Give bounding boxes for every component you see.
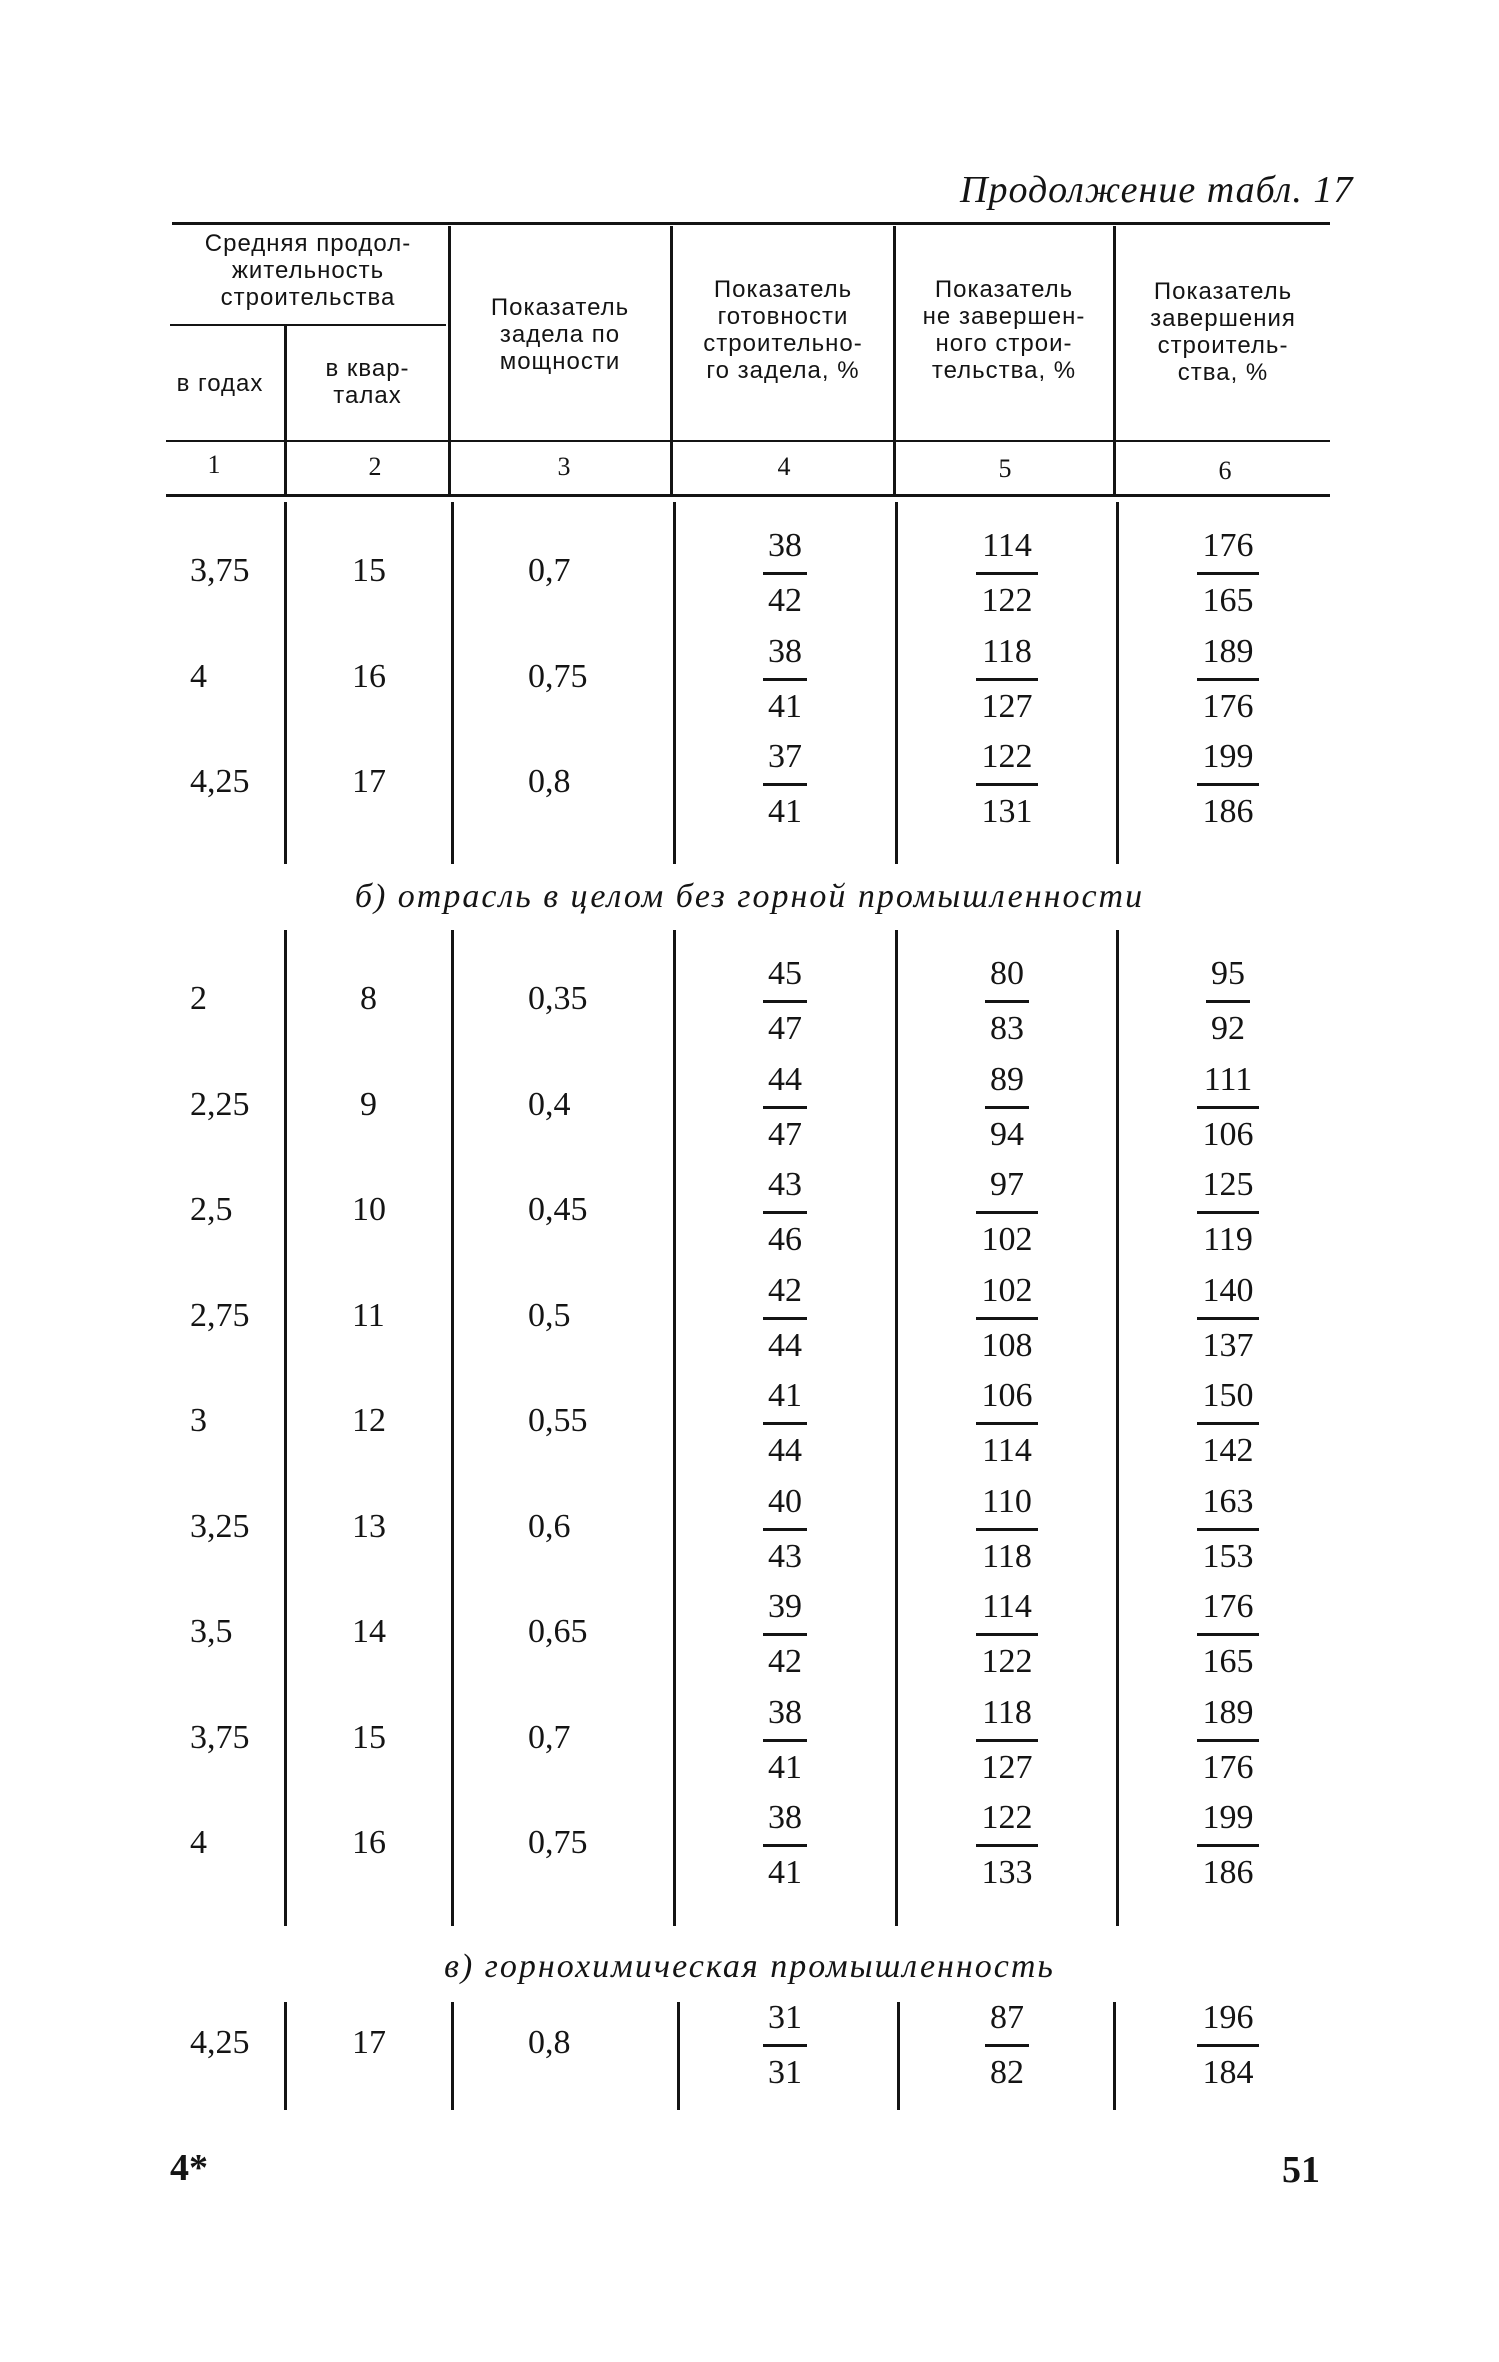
cell-capacity-index: 0,35 bbox=[528, 980, 588, 1017]
numerator: 189 bbox=[1202, 632, 1254, 670]
cell-capacity-index: 0,75 bbox=[528, 657, 588, 695]
column-number: 4 bbox=[777, 452, 791, 481]
cell-quarters: 13 bbox=[352, 1507, 386, 1545]
fraction-bar bbox=[1197, 1106, 1259, 1109]
cell-unfinished bbox=[957, 1994, 1057, 2097]
fraction-bar bbox=[976, 1211, 1038, 1214]
denominator: 108 bbox=[981, 1326, 1033, 1364]
header-vline-3 bbox=[670, 226, 673, 494]
fraction-bar bbox=[763, 1844, 807, 1847]
cell-capacity-index: 0,45 bbox=[528, 1191, 588, 1228]
cell-quarters: 16 bbox=[352, 1824, 386, 1861]
denominator: 118 bbox=[982, 1537, 1032, 1575]
denominator: 165 bbox=[1202, 1643, 1254, 1680]
numerator: 114 bbox=[982, 1588, 1032, 1625]
cell-years: 2,75 bbox=[190, 1296, 250, 1334]
cell-capacity-index: 0,6 bbox=[528, 1507, 571, 1545]
denominator: 122 bbox=[981, 1643, 1033, 1680]
cell-quarters: 10 bbox=[352, 1191, 386, 1228]
cell-completion bbox=[1178, 628, 1278, 731]
fraction-bar bbox=[976, 572, 1038, 575]
header-col2-label: в квар- талах bbox=[325, 355, 410, 409]
denominator: 186 bbox=[1202, 1854, 1254, 1891]
cell-quarters: 8 bbox=[360, 980, 377, 1017]
cell-capacity-index: 0,8 bbox=[528, 763, 571, 800]
numerator: 37 bbox=[768, 738, 802, 775]
denominator: 153 bbox=[1202, 1537, 1254, 1575]
cell-completion bbox=[1178, 522, 1278, 625]
cell-quarters: 16 bbox=[352, 657, 386, 695]
numerator: 199 bbox=[1202, 1799, 1254, 1836]
numerator: 150 bbox=[1202, 1377, 1254, 1414]
numerator: 125 bbox=[1202, 1166, 1254, 1203]
denominator: 133 bbox=[981, 1854, 1033, 1891]
fraction-bar bbox=[1206, 1000, 1250, 1003]
numerator: 196 bbox=[1202, 1999, 1254, 2036]
denominator: 42 bbox=[768, 1643, 802, 1680]
cell-years: 4 bbox=[190, 1824, 207, 1861]
body-vline bbox=[897, 2002, 900, 2110]
cell-completion bbox=[1178, 1994, 1278, 2097]
header-col6-label: Показатель завершения строитель- ства, % bbox=[1150, 278, 1296, 386]
denominator: 92 bbox=[1211, 1010, 1245, 1047]
numerator: 189 bbox=[1202, 1693, 1254, 1731]
fraction-bar bbox=[976, 783, 1038, 786]
denominator: 137 bbox=[1202, 1326, 1254, 1364]
denominator: 42 bbox=[768, 582, 802, 619]
fraction-bar bbox=[763, 1211, 807, 1214]
denominator: 82 bbox=[990, 2054, 1024, 2091]
cell-readiness bbox=[735, 733, 835, 836]
cell-unfinished bbox=[957, 1161, 1057, 1264]
fraction-bar bbox=[1197, 1528, 1259, 1531]
denominator: 119 bbox=[1203, 1221, 1253, 1258]
fraction-bar bbox=[976, 1739, 1038, 1742]
group-underline-rule bbox=[170, 324, 446, 326]
denominator: 31 bbox=[768, 2054, 802, 2091]
cell-completion bbox=[1178, 950, 1278, 1053]
cell-years: 3,75 bbox=[190, 1718, 250, 1756]
cell-capacity-index: 0,7 bbox=[528, 1718, 571, 1756]
header-top-rule bbox=[172, 222, 1330, 225]
body-vline bbox=[284, 930, 287, 1926]
fraction-bar bbox=[763, 678, 807, 681]
cell-years: 2,5 bbox=[190, 1191, 233, 1228]
numerator: 39 bbox=[768, 1588, 802, 1625]
denominator: 165 bbox=[1202, 582, 1254, 619]
column-number: 1 bbox=[207, 450, 221, 479]
cell-years: 3,75 bbox=[190, 552, 250, 589]
denominator: 102 bbox=[981, 1221, 1033, 1258]
cell-completion bbox=[1178, 1056, 1278, 1159]
denominator: 41 bbox=[768, 793, 802, 830]
numerator: 199 bbox=[1202, 738, 1254, 775]
numerator: 38 bbox=[768, 1693, 802, 1731]
section-title-c: в) горнохимическая промышленность bbox=[444, 1948, 1055, 1985]
numerator: 114 bbox=[982, 527, 1032, 564]
fraction-bar bbox=[1197, 1633, 1259, 1636]
cell-completion bbox=[1178, 1267, 1278, 1370]
cell-capacity-index: 0,8 bbox=[528, 2024, 571, 2061]
header-bottom-rule bbox=[166, 440, 1330, 442]
cell-quarters: 17 bbox=[352, 763, 386, 800]
cell-years: 3,25 bbox=[190, 1507, 250, 1545]
header-col3-label: Показатель задела по мощности bbox=[490, 294, 630, 375]
cell-unfinished bbox=[957, 1372, 1057, 1475]
cell-unfinished bbox=[957, 733, 1057, 836]
numerator: 106 bbox=[981, 1377, 1033, 1414]
numerator: 89 bbox=[990, 1060, 1024, 1098]
cell-completion bbox=[1178, 1794, 1278, 1897]
numerator: 38 bbox=[768, 632, 802, 670]
numerator: 102 bbox=[981, 1271, 1033, 1309]
cell-unfinished bbox=[957, 1794, 1057, 1897]
fraction-bar bbox=[763, 783, 807, 786]
fraction-bar bbox=[1197, 1422, 1259, 1425]
body-vline bbox=[673, 502, 676, 864]
cell-readiness bbox=[735, 950, 835, 1053]
denominator: 41 bbox=[768, 687, 802, 725]
cell-years: 4 bbox=[190, 657, 207, 695]
cell-years: 3 bbox=[190, 1402, 207, 1439]
cell-readiness bbox=[735, 1794, 835, 1897]
body-vline bbox=[284, 502, 287, 864]
numerator: 80 bbox=[990, 955, 1024, 992]
cell-years: 2 bbox=[190, 980, 207, 1017]
header-vline-2 bbox=[448, 226, 451, 494]
cell-unfinished bbox=[957, 522, 1057, 625]
fraction-bar bbox=[976, 678, 1038, 681]
cell-quarters: 15 bbox=[352, 1718, 386, 1756]
header-col5-label: Показатель не завершен- ного строи- тельства, % bbox=[922, 276, 1086, 384]
fraction-bar bbox=[763, 1422, 807, 1425]
body-vline bbox=[1113, 2002, 1116, 2110]
numerator: 95 bbox=[1211, 955, 1245, 992]
cell-capacity-index: 0,7 bbox=[528, 552, 571, 589]
numerator: 118 bbox=[982, 1693, 1032, 1731]
cell-quarters: 12 bbox=[352, 1402, 386, 1439]
fraction-bar bbox=[1197, 1844, 1259, 1847]
cell-quarters: 17 bbox=[352, 2024, 386, 2061]
numerator: 38 bbox=[768, 527, 802, 564]
cell-unfinished bbox=[957, 1689, 1057, 1792]
cell-readiness bbox=[735, 1372, 835, 1475]
fraction-bar bbox=[1197, 1317, 1259, 1320]
cell-years: 3,5 bbox=[190, 1613, 233, 1650]
numerator: 97 bbox=[990, 1166, 1024, 1203]
numerator: 118 bbox=[982, 632, 1032, 670]
cell-years: 4,25 bbox=[190, 2024, 250, 2061]
body-vline bbox=[673, 930, 676, 1926]
numerator: 43 bbox=[768, 1166, 802, 1203]
body-vline bbox=[284, 2002, 287, 2110]
body-vline bbox=[1116, 502, 1119, 864]
cell-capacity-index: 0,5 bbox=[528, 1296, 571, 1334]
fraction-bar bbox=[976, 1633, 1038, 1636]
table-caption: Продолжение табл. 17 bbox=[960, 169, 1354, 211]
cell-readiness bbox=[735, 1056, 835, 1159]
numerator: 176 bbox=[1202, 527, 1254, 564]
cell-completion bbox=[1178, 1689, 1278, 1792]
cell-quarters: 9 bbox=[360, 1085, 377, 1123]
cell-completion bbox=[1178, 1478, 1278, 1581]
denominator: 131 bbox=[981, 793, 1033, 830]
fraction-bar bbox=[763, 1000, 807, 1003]
cell-quarters: 11 bbox=[352, 1296, 385, 1334]
cell-readiness bbox=[735, 1267, 835, 1370]
fraction-bar bbox=[1197, 783, 1259, 786]
fraction-bar bbox=[1197, 2044, 1259, 2047]
fraction-bar bbox=[976, 1528, 1038, 1531]
fraction-bar bbox=[763, 1739, 807, 1742]
fraction-bar bbox=[763, 572, 807, 575]
numerator: 45 bbox=[768, 955, 802, 992]
body-vline bbox=[677, 2002, 680, 2110]
cell-completion bbox=[1178, 1372, 1278, 1475]
cell-readiness bbox=[735, 522, 835, 625]
cell-readiness bbox=[735, 1583, 835, 1686]
denominator: 44 bbox=[768, 1326, 802, 1364]
denominator: 127 bbox=[981, 687, 1033, 725]
denominator: 46 bbox=[768, 1221, 802, 1258]
section-title-b: б) отрасль в целом без горной промышленности bbox=[354, 878, 1145, 915]
cell-capacity-index: 0,55 bbox=[528, 1402, 588, 1439]
column-number: 5 bbox=[998, 454, 1012, 483]
numerator: 41 bbox=[768, 1377, 802, 1414]
denominator: 122 bbox=[981, 582, 1033, 619]
cell-readiness bbox=[735, 1478, 835, 1581]
fraction-bar bbox=[763, 1106, 807, 1109]
fraction-bar bbox=[976, 1844, 1038, 1847]
cell-completion bbox=[1178, 1161, 1278, 1264]
denominator: 114 bbox=[982, 1432, 1032, 1469]
fraction-bar bbox=[1197, 1211, 1259, 1214]
column-number: 3 bbox=[557, 452, 571, 481]
numerator: 111 bbox=[1203, 1060, 1253, 1098]
numerator: 38 bbox=[768, 1799, 802, 1836]
cell-unfinished bbox=[957, 1056, 1057, 1159]
body-vline bbox=[451, 2002, 454, 2110]
body-vline bbox=[895, 502, 898, 864]
header-col1-label: в годах bbox=[176, 370, 264, 397]
cell-capacity-index: 0,75 bbox=[528, 1824, 588, 1861]
column-number: 6 bbox=[1218, 456, 1232, 485]
denominator: 142 bbox=[1202, 1432, 1254, 1469]
body-vline bbox=[451, 930, 454, 1926]
numerator: 163 bbox=[1202, 1482, 1254, 1520]
fraction-bar bbox=[976, 1422, 1038, 1425]
numerator: 122 bbox=[981, 1799, 1033, 1836]
cell-readiness bbox=[735, 1161, 835, 1264]
fraction-bar bbox=[763, 1528, 807, 1531]
denominator: 106 bbox=[1202, 1115, 1254, 1153]
denominator: 47 bbox=[768, 1115, 802, 1153]
numerator: 40 bbox=[768, 1482, 802, 1520]
fraction-bar bbox=[976, 1317, 1038, 1320]
denominator: 47 bbox=[768, 1010, 802, 1047]
cell-years: 4,25 bbox=[190, 763, 250, 800]
denominator: 127 bbox=[981, 1748, 1033, 1786]
fraction-bar bbox=[763, 1317, 807, 1320]
cell-unfinished bbox=[957, 1583, 1057, 1686]
denominator: 83 bbox=[990, 1010, 1024, 1047]
column-number: 2 bbox=[368, 452, 382, 481]
numerator: 140 bbox=[1202, 1271, 1254, 1309]
numerator: 42 bbox=[768, 1271, 802, 1309]
cell-readiness bbox=[735, 1689, 835, 1792]
cell-unfinished bbox=[957, 628, 1057, 731]
numerator: 87 bbox=[990, 1999, 1024, 2036]
cell-readiness bbox=[735, 628, 835, 731]
fraction-bar bbox=[985, 1000, 1029, 1003]
denominator: 176 bbox=[1202, 687, 1254, 725]
fraction-bar bbox=[985, 2044, 1029, 2047]
denominator: 184 bbox=[1202, 2054, 1254, 2091]
denominator: 41 bbox=[768, 1854, 802, 1891]
fraction-bar bbox=[1197, 678, 1259, 681]
header-col4-label: Показатель готовности строительно- го задела, % bbox=[703, 276, 863, 384]
cell-completion bbox=[1178, 733, 1278, 836]
numerator: 122 bbox=[981, 738, 1033, 775]
fraction-bar bbox=[763, 1633, 807, 1636]
numerator: 44 bbox=[768, 1060, 802, 1098]
body-vline bbox=[1116, 930, 1119, 1926]
body-vline bbox=[895, 930, 898, 1926]
denominator: 44 bbox=[768, 1432, 802, 1469]
header-group-label: Средняя продол- жительность строительства bbox=[204, 230, 412, 311]
colnum-bottom-rule bbox=[166, 494, 1330, 497]
denominator: 186 bbox=[1202, 793, 1254, 830]
fraction-bar bbox=[985, 1106, 1029, 1109]
cell-unfinished bbox=[957, 1478, 1057, 1581]
cell-readiness bbox=[735, 1994, 835, 2097]
numerator: 176 bbox=[1202, 1588, 1254, 1625]
numerator: 31 bbox=[768, 1999, 802, 2036]
denominator: 43 bbox=[768, 1537, 802, 1575]
denominator: 41 bbox=[768, 1748, 802, 1786]
cell-quarters: 15 bbox=[352, 552, 386, 589]
cell-completion bbox=[1178, 1583, 1278, 1686]
body-vline bbox=[451, 502, 454, 864]
header-vline-1 bbox=[284, 326, 287, 494]
denominator: 94 bbox=[990, 1115, 1024, 1153]
page-number: 51 bbox=[1282, 2149, 1320, 2191]
numerator: 110 bbox=[982, 1482, 1032, 1520]
cell-years: 2,25 bbox=[190, 1085, 250, 1123]
fraction-bar bbox=[763, 2044, 807, 2047]
fraction-bar bbox=[1197, 1739, 1259, 1742]
cell-unfinished bbox=[957, 950, 1057, 1053]
cell-unfinished bbox=[957, 1267, 1057, 1370]
denominator: 176 bbox=[1202, 1748, 1254, 1786]
cell-capacity-index: 0,4 bbox=[528, 1085, 571, 1123]
cell-quarters: 14 bbox=[352, 1613, 386, 1650]
signature-mark: 4* bbox=[170, 2147, 208, 2189]
fraction-bar bbox=[1197, 572, 1259, 575]
cell-capacity-index: 0,65 bbox=[528, 1613, 588, 1650]
